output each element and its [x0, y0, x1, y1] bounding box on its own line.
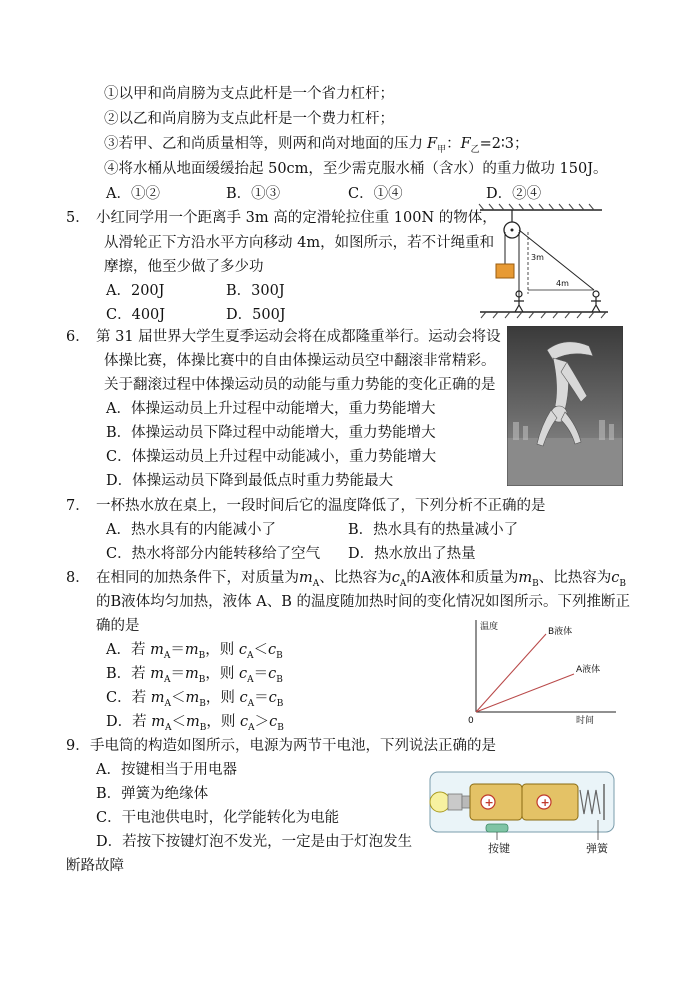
line-a: [476, 674, 574, 712]
q5-number: 5．: [66, 210, 90, 226]
q5-stem-3: 摩擦，他至少做了多少功: [104, 259, 264, 275]
q4-statement-2: ②以乙和尚肩膀为支点此杆是一个费力杠杆；: [104, 111, 394, 127]
q6-option-d: D．体操运动员下降到最低点时重力势能最大: [106, 473, 394, 489]
q8-stem-2: 的B液体均匀加热，液体 A、B 的温度随加热时间的变化情况如图所示。下列推断正: [96, 594, 630, 610]
switch-button: [486, 824, 508, 832]
line-a-label: A液体: [576, 665, 601, 675]
q8-stem-3: 确的是: [96, 618, 140, 634]
q9-option-b: B．弹簧为绝缘体: [96, 786, 209, 802]
svg-text:+: +: [540, 796, 550, 809]
q4-option-d: D．②④: [486, 186, 542, 202]
q4-option-c: C．①④: [348, 186, 403, 202]
button-label: 按键: [488, 842, 510, 855]
q6-stem-2: 体操比赛，体操比赛中的自由体操运动员空中翻滚非常精彩。: [104, 353, 496, 369]
q7-option-d: D．热水放出了热量: [348, 546, 476, 562]
y-axis-label: 温度: [480, 622, 499, 632]
q7-stem: 一杯热水放在桌上，一段时间后它的温度降低了，下列分析不正确的是: [96, 498, 546, 514]
q5-option-c: C．400J: [106, 307, 166, 323]
x-axis-label: 时间: [576, 716, 595, 726]
q7-option-c: C．热水将部分内能转移给了空气: [106, 546, 321, 562]
q4-option-a: A．①②: [106, 186, 160, 202]
q8-option-c: C．若 $m_A<m_B$，则 $c_A=c_B$: [106, 690, 284, 709]
line-b-label: B液体: [548, 627, 573, 637]
bulb-icon: [430, 792, 450, 812]
label-4m: 4m: [556, 279, 569, 288]
q6-option-b: B．体操运动员下降过程中动能增大，重力势能增大: [106, 425, 436, 441]
q5-stem-2: 从滑轮正下方沿水平方向移动 4m，如图所示，若不计绳重和: [104, 235, 495, 251]
svg-text:+: +: [484, 796, 494, 809]
q4-statement-3: ③若甲、乙和尚质量相等，则两和尚对地面的压力 $F_甲$：$F_乙=2∶3$；: [104, 136, 529, 155]
q8-option-d: D．若 $m_A<m_B$，则 $c_A>c_B$: [106, 714, 284, 733]
origin-label: 0: [468, 716, 474, 726]
q5-option-a: A．200J: [106, 283, 165, 299]
q9-number: 9．: [66, 738, 90, 754]
pulley-figure: [476, 202, 616, 322]
q8-number: 8．: [66, 570, 90, 586]
gymnast-photo: [507, 326, 623, 486]
q6-stem-1: 第 31 届世界大学生夏季运动会将在成都隆重举行。运动会将设: [96, 329, 501, 345]
q9-option-c: C．干电池供电时，化学能转化为电能: [96, 810, 340, 826]
q7-option-a: A．热水具有的内能减小了: [106, 522, 276, 538]
line-b: [476, 634, 546, 712]
q6-option-a: A．体操运动员上升过程中动能增大，重力势能增大: [106, 401, 436, 417]
q9-option-d: D．若按下按键灯泡不发光，一定是由于灯泡发生: [96, 834, 413, 850]
person-end: [591, 291, 601, 312]
q5-option-b: B．300J: [226, 283, 285, 299]
flashlight-figure: [422, 762, 622, 856]
q5-option-d: D．500J: [226, 307, 286, 323]
temperature-graph: [462, 612, 622, 728]
q8-option-b: B．若 $m_A=m_B$，则 $c_A=c_B$: [106, 666, 283, 685]
q6-option-c: C．体操运动员上升过程中动能减小，重力势能增大: [106, 449, 437, 465]
battery-1: [470, 784, 522, 820]
q8-stem-1: 在相同的加热条件下，对质量为$m_A$、比热容为$c_A$的A液体和质量为$m_B$、比热容为$c_B$: [96, 570, 626, 589]
spring-label: 弹簧: [586, 842, 608, 855]
label-3m: 3m: [531, 253, 544, 262]
q8-option-a: A．若 $m_A=m_B$，则 $c_A<c_B$: [106, 642, 283, 661]
q5-stem-1: 小红同学用一个距离手 3m 高的定滑轮拉住重 100N 的物体，: [96, 210, 497, 226]
q4-statement-4: ④将水桶从地面缓缓抬起 50cm，至少需克服水桶（含水）的重力做功 150J。: [104, 161, 608, 177]
q7-number: 7．: [66, 498, 90, 514]
q9-option-a: A．按键相当于用电器: [96, 762, 237, 778]
q7-option-b: B．热水具有的热量减小了: [348, 522, 519, 538]
q4-option-b: B．①③: [226, 186, 281, 202]
q9-stem: 手电筒的构造如图所示，电源为两节干电池，下列说法正确的是: [90, 738, 496, 754]
weight-block: [496, 264, 514, 278]
q6-number: 6．: [66, 329, 90, 345]
q9-option-d-continued: 断路故障: [66, 858, 124, 874]
q6-stem-3: 关于翻滚过程中体操运动员的动能与重力势能的变化正确的是: [104, 377, 496, 393]
q4-statement-1: ①以甲和尚肩膀为支点此杆是一个省力杠杆；: [104, 86, 394, 102]
